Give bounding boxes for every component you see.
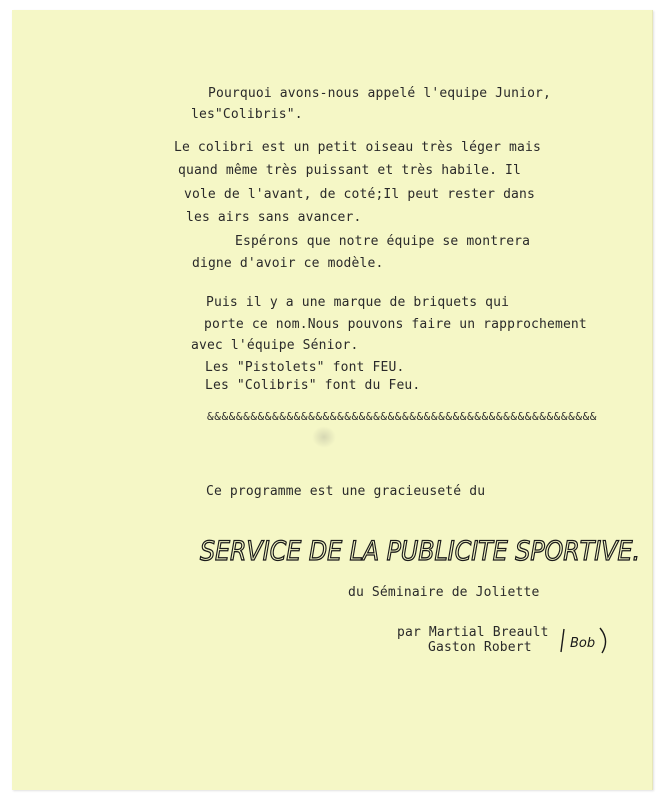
document-page bbox=[12, 10, 653, 790]
paragraph-4-line-2: porte ce nom.Nous pouvons faire un rapprochement bbox=[204, 317, 587, 332]
credit-intro: Ce programme est une gracieuseté du bbox=[206, 484, 486, 499]
slogan-pistolets: Les "Pistolets" font FEU. bbox=[205, 360, 405, 375]
paragraph-2-line-3: vole de l'avant, de coté;Il peut rester dans bbox=[184, 187, 535, 202]
ampersand-separator: &&&&&&&&&&&&&&&&&&&&&&&&&&&&&&&&&&&&&&&&&&&&&&&&&&&&&& bbox=[207, 410, 598, 423]
paragraph-4-line-1: Puis il y a une marque de briquets qui bbox=[206, 295, 510, 310]
handwritten-service-lettering bbox=[198, 518, 648, 578]
paragraph-2-line-1: Le colibri est un petit oiseau très léger mais bbox=[174, 140, 541, 155]
paragraph-3-line-2: digne d'avoir ce modèle. bbox=[192, 256, 384, 271]
handwritten-service-text: SERVICE DE LA PUBLICITE SPORTIVE. bbox=[200, 536, 640, 567]
bob-signature bbox=[560, 626, 608, 656]
paragraph-1-line-2: les"Colibris". bbox=[191, 107, 303, 122]
paragraph-3-line-1: Espérons que notre équipe se montrera bbox=[235, 234, 531, 249]
author-1: par Martial Breault bbox=[397, 625, 549, 640]
seminary-line: du Séminaire de Joliette bbox=[348, 585, 540, 600]
paragraph-2-line-2: quand même très puissant et très habile. Il bbox=[178, 163, 521, 178]
slogan-colibris: Les "Colibris" font du Feu. bbox=[205, 378, 421, 393]
author-2: Gaston Robert bbox=[428, 640, 532, 655]
signature-text: Bob bbox=[570, 636, 596, 651]
paragraph-2-line-4: les airs sans avancer. bbox=[186, 210, 362, 225]
paragraph-1-line-1: Pourquoi avons-nous appelé l'equipe Junior, bbox=[208, 86, 551, 101]
ink-smudge bbox=[312, 426, 336, 448]
paragraph-4-line-3: avec l'équipe Sénior. bbox=[191, 338, 359, 353]
